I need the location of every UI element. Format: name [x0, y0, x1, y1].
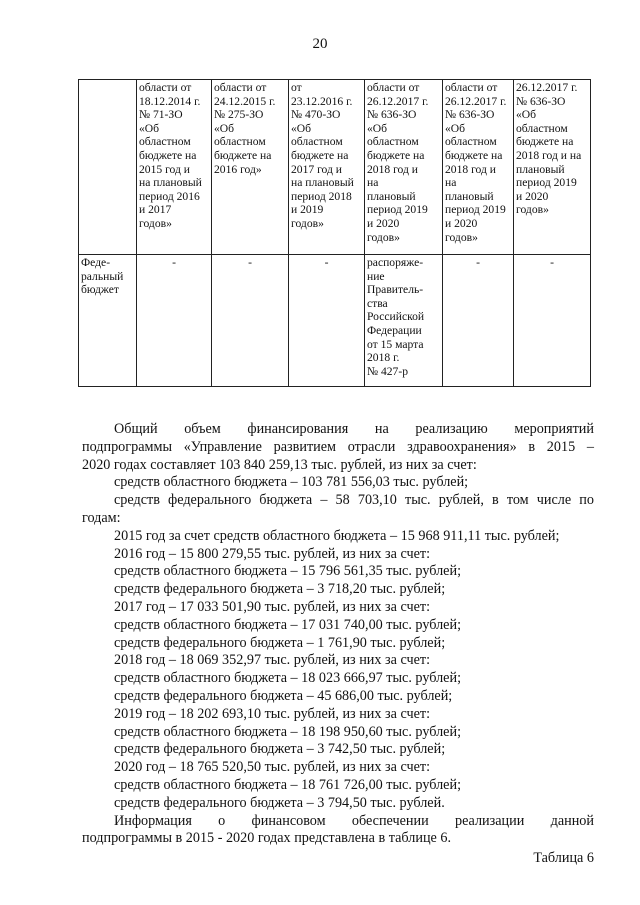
paragraph-line: средств областного бюджета – 18 198 950,60 тыс. рублей;: [114, 723, 462, 740]
paragraph-line: 2020 год – 18 765 520,50 тыс. рублей, из них за счет:: [114, 759, 431, 776]
table-cell: области от 26.12.2017 г. № 636-ЗО «Об областном бюджете на 2018 год и на плановый период 2019 и 2020 годов»: [365, 80, 443, 255]
paragraph-line: средств федерального бюджета – 1 761,90 тыс. рублей;: [114, 634, 446, 651]
table-cell: -: [443, 255, 514, 387]
paragraph-line: 2015 год за счет средств областного бюджета – 15 968 911,11 тыс. рублей;: [114, 527, 560, 544]
paragraph-line: 2018 год – 18 069 352,97 тыс. рублей, из них за счет:: [114, 652, 431, 669]
table-cell: -: [137, 255, 212, 387]
paragraph-line: подпрограммы «Управление развитием отрасли здравоохранения» в 2015 –: [82, 438, 594, 455]
paragraph-line: средств областного бюджета – 18 761 726,00 тыс. рублей;: [114, 776, 462, 793]
paragraph-line: средств федерального бюджета – 3 794,50 тыс. рублей.: [114, 794, 445, 811]
body-text: [82, 421, 594, 868]
paragraph-line: годам:: [82, 509, 121, 526]
paragraph-line: Общий объем финансирования на реализацию мероприятий: [114, 421, 594, 437]
paragraph-line: средств областного бюджета – 15 796 561,35 тыс. рублей;: [114, 563, 462, 580]
paragraph-line: 2017 год – 17 033 501,90 тыс. рублей, из них за счет:: [114, 598, 431, 615]
table-cell: -: [514, 255, 591, 387]
table-cell: области от 26.12.2017 г. № 636-ЗО «Об областном бюджете на 2018 год и на плановый период 2019 и 2020 годов»: [443, 80, 514, 255]
table-row-header: Феде- ральный бюджет: [79, 255, 137, 387]
table-row: [79, 255, 591, 387]
table-cell: области от 24.12.2015 г. № 275-ЗО «Об областном бюджете на 2016 год»: [212, 80, 289, 255]
paragraph-line: средств федерального бюджета – 3 718,20 тыс. рублей;: [114, 581, 446, 598]
paragraph-line: 2016 год – 15 800 279,55 тыс. рублей, из них за счет:: [114, 545, 431, 562]
table-cell: области от 18.12.2014 г. № 71-ЗО «Об областном бюджете на 2015 год и на плановый период 2016 и 2017 годов»: [137, 80, 212, 255]
paragraph-line: подпрограммы в 2015 - 2020 годах представлена в таблице 6.: [82, 830, 452, 847]
table-caption: Таблица 6: [533, 850, 594, 867]
paragraph-line: 2019 год – 18 202 693,10 тыс. рублей, из них за счет:: [114, 705, 431, 722]
table-cell: -: [212, 255, 289, 387]
paragraph-line: 2020 годах составляет 103 840 259,13 тыс. рублей, из них за счет:: [82, 456, 477, 473]
paragraph-line: средств областного бюджета – 103 781 556,03 тыс. рублей;: [114, 474, 469, 491]
table-cell: распоряже- ние Правитель- ства Российской Федерации от 15 марта 2018 г. № 427-р: [365, 255, 443, 387]
paragraph-line: средств федерального бюджета – 3 742,50 тыс. рублей;: [114, 741, 446, 758]
paragraph-line: средств федерального бюджета – 58 703,10 тыс. рублей, в том числе по: [114, 492, 594, 509]
table-cell: [79, 80, 137, 255]
table-cell: -: [289, 255, 365, 387]
table-cell: от 23.12.2016 г. № 470-ЗО «Об областном бюджете на 2017 год и на плановый период 2018 и 2019 годов»: [289, 80, 365, 255]
table-cell: 26.12.2017 г. № 636-ЗО «Об областном бюджете на 2018 год и на плановый период 2019 и 2020 годов»: [514, 80, 591, 255]
page-number: 20: [312, 36, 328, 52]
paragraph-line: средств федерального бюджета – 45 686,00 тыс. рублей;: [114, 687, 453, 704]
table-row: [79, 80, 591, 255]
paragraph-line: средств областного бюджета – 17 031 740,00 тыс. рублей;: [114, 616, 462, 633]
paragraph-line: средств областного бюджета – 18 023 666,97 тыс. рублей;: [114, 670, 462, 687]
paragraph-line: Информация о финансовом обеспечении реализации данной: [114, 812, 594, 829]
funding-sources-table: [78, 79, 591, 387]
